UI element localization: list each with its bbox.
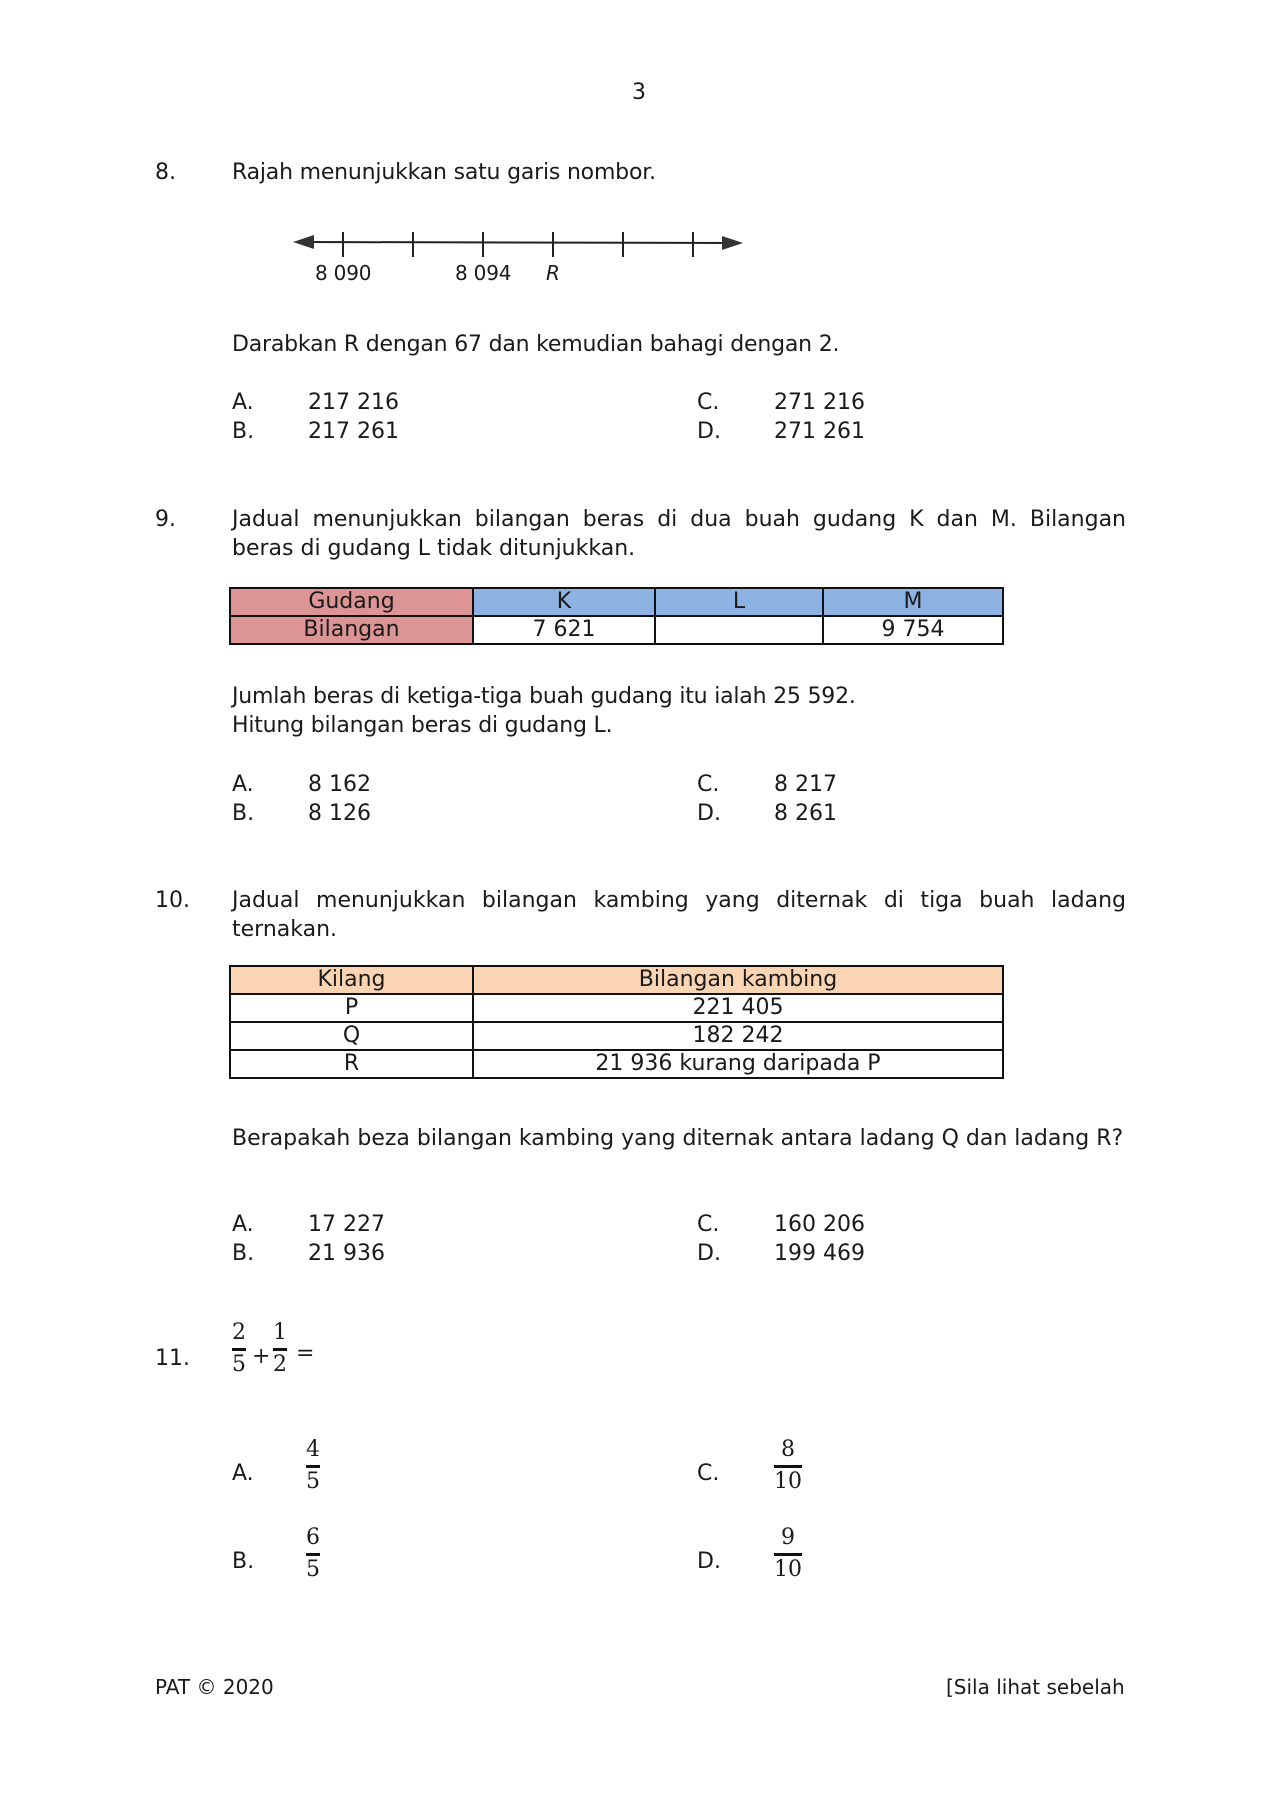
numerator: 8 (781, 1437, 795, 1462)
number-line-label-8094: 8 094 (455, 261, 512, 285)
option-c-fraction[interactable] (774, 1438, 802, 1494)
table-cell: 7 621 (473, 616, 655, 644)
goat-farm-table (229, 965, 1004, 1079)
table-cell: R (230, 1050, 473, 1078)
table-cell: L (655, 588, 823, 616)
fraction-bar (306, 1553, 320, 1556)
numerator: 6 (306, 1525, 320, 1550)
fraction-bar (232, 1348, 246, 1351)
denominator: 5 (306, 1469, 320, 1494)
option-d-value[interactable]: 8 261 (774, 801, 837, 826)
table-cell: 21 936 kurang daripada P (473, 1050, 1003, 1078)
option-a-value[interactable]: 217 216 (308, 390, 399, 415)
question-stem: Rajah menunjukkan satu garis nombor. (232, 160, 656, 185)
question-stem: Jadual menunjukkan bilangan beras di dua buah gudang K dan M. Bilangan beras di gudang L tidak ditunjukkan. (232, 507, 1126, 561)
option-a-value[interactable]: 8 162 (308, 772, 371, 797)
option-b-letter[interactable]: B. (232, 1241, 255, 1266)
option-b-letter[interactable]: B. (232, 801, 255, 826)
option-d-letter[interactable]: D. (697, 1241, 721, 1266)
fraction-bar (273, 1348, 287, 1351)
table-cell: 9 754 (823, 616, 1003, 644)
number-line-label-r: R (546, 261, 560, 285)
table-cell: P (230, 994, 473, 1022)
fraction-one-half (273, 1321, 287, 1377)
warehouse-table (229, 587, 1004, 645)
option-b-letter[interactable]: B. (232, 1549, 255, 1574)
table-cell: Bilangan (230, 616, 473, 644)
left-arrow-icon (293, 235, 314, 249)
option-a-fraction[interactable] (306, 1438, 320, 1494)
numerator: 2 (232, 1320, 246, 1345)
option-d-value[interactable]: 199 469 (774, 1241, 865, 1266)
table-cell (655, 616, 823, 644)
numerator: 1 (273, 1320, 287, 1345)
option-a-letter[interactable]: A. (232, 1461, 254, 1486)
table-row (230, 616, 1003, 644)
number-line-label-8090: 8 090 (315, 261, 372, 285)
fraction-bar (306, 1465, 320, 1468)
option-c-letter[interactable]: C. (697, 390, 720, 415)
option-d-letter[interactable]: D. (697, 801, 721, 826)
table-cell: Kilang (230, 966, 473, 994)
table-header-row (230, 588, 1003, 616)
numerator: 4 (306, 1437, 320, 1462)
table-cell: 221 405 (473, 994, 1003, 1022)
denominator: 10 (774, 1557, 802, 1582)
footer-copyright: PAT © 2020 (155, 1675, 274, 1699)
option-a-letter[interactable]: A. (232, 390, 254, 415)
numerator: 9 (781, 1525, 795, 1550)
option-a-letter[interactable]: A. (232, 1212, 254, 1237)
table-row (230, 994, 1003, 1022)
question-text-line1: Jumlah beras di ketiga-tiga buah gudang itu ialah 25 592. (232, 684, 856, 709)
page-number: 3 (632, 80, 646, 105)
option-d-letter[interactable]: D. (697, 419, 721, 444)
table-cell: M (823, 588, 1003, 616)
option-b-letter[interactable]: B. (232, 419, 255, 444)
table-row (230, 1022, 1003, 1050)
question-text-line2: Hitung bilangan beras di gudang L. (232, 713, 613, 738)
question-number: 8. (155, 160, 176, 185)
option-c-value[interactable]: 8 217 (774, 772, 837, 797)
table-row (230, 1050, 1003, 1078)
plus-operator: + (252, 1344, 271, 1369)
option-a-letter[interactable]: A. (232, 772, 254, 797)
equals-sign: = (296, 1341, 315, 1366)
option-d-value[interactable]: 271 261 (774, 419, 865, 444)
option-c-letter[interactable]: C. (697, 1212, 720, 1237)
fraction-two-fifths (232, 1321, 246, 1377)
question-number: 11. (155, 1346, 190, 1371)
option-d-fraction[interactable] (774, 1526, 802, 1582)
table-cell: Q (230, 1022, 473, 1050)
question-number: 10. (155, 888, 190, 913)
denominator: 5 (232, 1352, 246, 1377)
question-stem: Jadual menunjukkan bilangan kambing yang diternak di tiga buah ladang ternakan. (232, 888, 1126, 942)
option-c-letter[interactable]: C. (697, 772, 720, 797)
option-b-value[interactable]: 217 261 (308, 419, 399, 444)
denominator: 10 (774, 1469, 802, 1494)
footer-next-page: [Sila lihat sebelah (946, 1675, 1125, 1699)
right-arrow-icon (722, 236, 743, 250)
option-c-value[interactable]: 271 216 (774, 390, 865, 415)
denominator: 5 (306, 1557, 320, 1582)
option-c-letter[interactable]: C. (697, 1461, 720, 1486)
table-header-row (230, 966, 1003, 994)
table-cell: K (473, 588, 655, 616)
question-text: Berapakah beza bilangan kambing yang diternak antara ladang Q dan ladang R? (232, 1126, 1124, 1151)
table-cell: Gudang (230, 588, 473, 616)
denominator: 2 (273, 1352, 287, 1377)
option-a-value[interactable]: 17 227 (308, 1212, 385, 1237)
fraction-bar (774, 1465, 802, 1468)
table-cell: 182 242 (473, 1022, 1003, 1050)
question-number: 9. (155, 507, 176, 532)
option-b-value[interactable]: 8 126 (308, 801, 371, 826)
question-instruction: Darabkan R dengan 67 dan kemudian bahagi dengan 2. (232, 332, 840, 357)
fraction-bar (774, 1553, 802, 1556)
option-d-letter[interactable]: D. (697, 1549, 721, 1574)
option-b-fraction[interactable] (306, 1526, 320, 1582)
option-b-value[interactable]: 21 936 (308, 1241, 385, 1266)
table-cell: Bilangan kambing (473, 966, 1003, 994)
option-c-value[interactable]: 160 206 (774, 1212, 865, 1237)
